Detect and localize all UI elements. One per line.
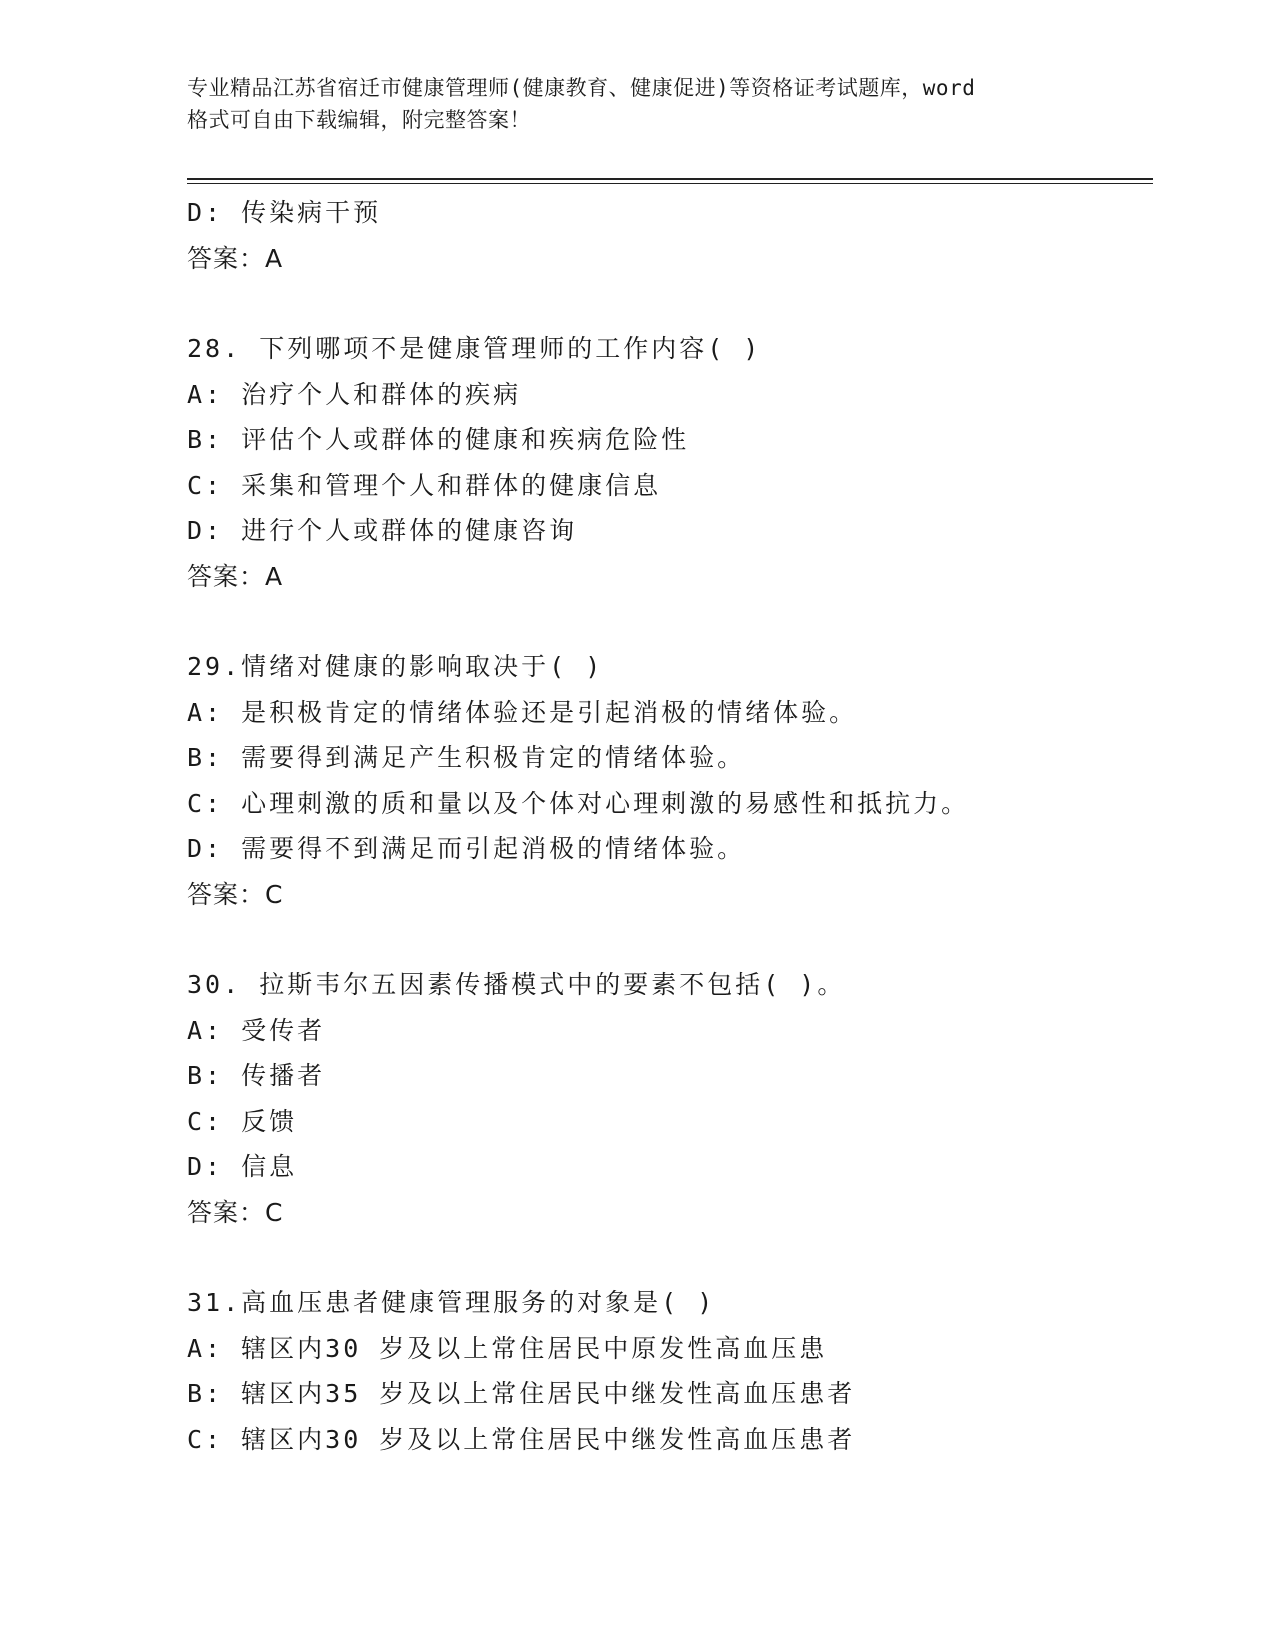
answer-line: 答案：C (187, 1197, 284, 1227)
option-a: A: 治疗个人和群体的疾病 (187, 379, 522, 409)
option-a: A: 是积极肯定的情绪体验还是引起消极的情绪体验。 (187, 697, 858, 727)
option-d: D: 信息 (187, 1152, 298, 1181)
question-30 (187, 962, 1153, 1235)
header-divider-thin (187, 183, 1153, 184)
question-content (187, 190, 1153, 1462)
question-text: 情绪对健康的影响取决于( ) (241, 652, 604, 681)
header-divider-thick (187, 178, 1153, 180)
option-c: C: 反馈 (187, 1106, 298, 1136)
question-stem (187, 1280, 1153, 1326)
question-31 (187, 1280, 1153, 1462)
answer-line: 答案：C (187, 879, 284, 909)
question-text: 拉斯韦尔五因素传播模式中的要素不包括( )。 (241, 970, 846, 999)
question-29 (187, 644, 1153, 917)
option-d: D: 传染病干预 (187, 198, 382, 227)
previous-question-tail (187, 190, 1153, 281)
option-a: A: 受传者 (187, 1015, 326, 1045)
option-c: C: 辖区内30 岁及以上常住居民中继发性高血压患者 (187, 1424, 856, 1454)
document-header (187, 72, 1087, 136)
option-a: A: 辖区内30 岁及以上常住居民中原发性高血压患 (187, 1333, 828, 1363)
question-number: 30. (187, 970, 242, 999)
option-c: C: 采集和管理个人和群体的健康信息 (187, 470, 662, 500)
option-b: B: 需要得到满足产生积极肯定的情绪体验。 (187, 743, 746, 772)
option-c: C: 心理刺激的质和量以及个体对心理刺激的易感性和抵抗力。 (187, 788, 970, 818)
header-line-1: 专业精品江苏省宿迁市健康管理师(健康教育、健康促进)等资格证考试题库，word (187, 76, 976, 100)
question-stem (187, 644, 1153, 690)
option-b: B: 辖区内35 岁及以上常住居民中继发性高血压患者 (187, 1379, 856, 1408)
question-stem (187, 326, 1153, 372)
answer-line: 答案：A (187, 561, 284, 591)
question-number: 28. (187, 334, 242, 363)
question-text: 下列哪项不是健康管理师的工作内容( ) (241, 334, 762, 363)
option-b: B: 传播者 (187, 1061, 326, 1090)
option-d: D: 需要得不到满足而引起消极的情绪体验。 (187, 834, 746, 863)
question-number: 31. (187, 1288, 242, 1317)
answer-line: 答案：A (187, 243, 284, 273)
question-stem (187, 962, 1153, 1008)
header-line-2: 格式可自由下载编辑，附完整答案！ (187, 108, 531, 132)
question-28 (187, 326, 1153, 599)
option-d: D: 进行个人或群体的健康咨询 (187, 516, 578, 545)
question-text: 高血压患者健康管理服务的对象是( ) (241, 1288, 716, 1317)
question-number: 29. (187, 652, 242, 681)
option-b: B: 评估个人或群体的健康和疾病危险性 (187, 425, 690, 454)
